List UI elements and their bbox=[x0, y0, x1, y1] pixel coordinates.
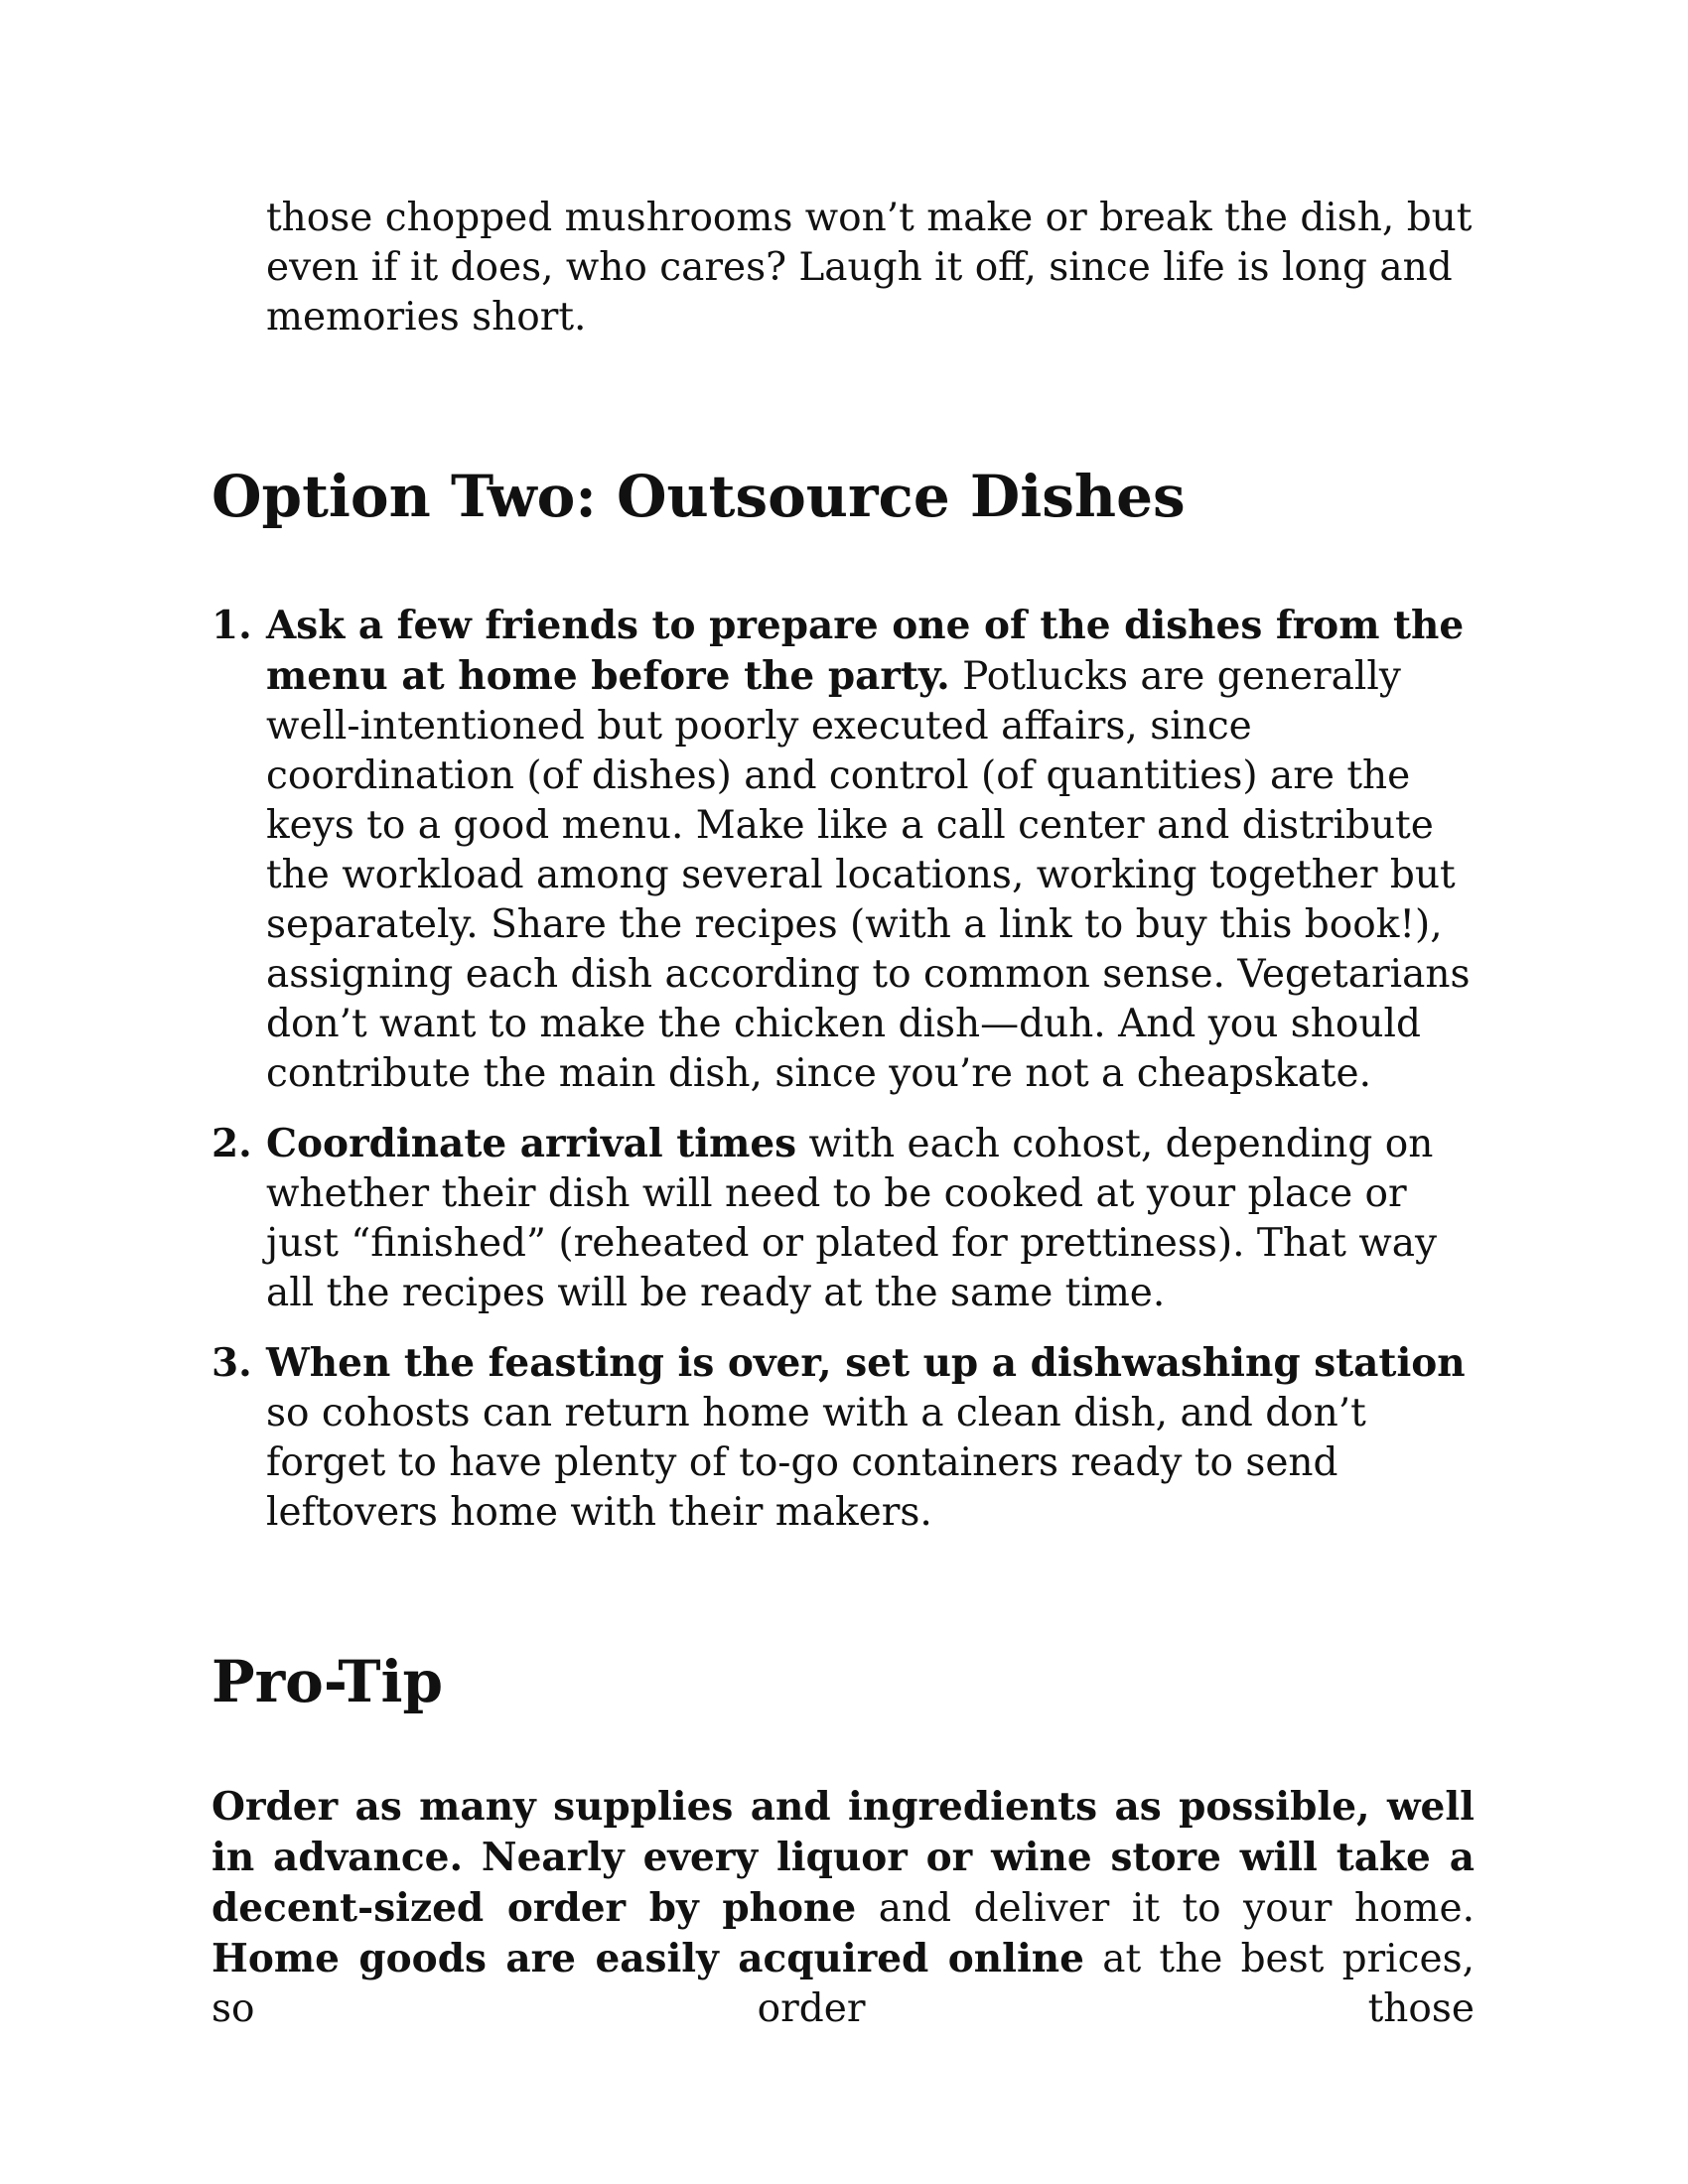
list-item-number: 3. bbox=[211, 1340, 252, 1386]
pro-tip-paragraph bbox=[211, 1782, 1475, 2034]
section-heading-option-two: Option Two: Outsource Dishes bbox=[211, 463, 1186, 530]
list-item-body: Potlucks are generally well-intentioned but poorly executed affairs, since coordination (of dishes) and control (of quantities) are the keys to a good menu. Make like a call center and distribute the workload among several locations, working together but separately. Share the recipes (with a link to buy this book!), assigning each dish according to common sense. Vegetarians don’t want to make the chicken dish—duh. And you should contribute the main dish, since you’re not a cheapskate. bbox=[266, 654, 1471, 1096]
list-item bbox=[211, 1338, 1475, 1538]
list-item-bold-lead: Ask a few friends to prepare one of the dishes from the menu at home before the party. bbox=[266, 603, 1465, 699]
list-item-bold-lead: When the feasting is over, set up a dishwashing station bbox=[266, 1340, 1466, 1386]
pro-tip-bold-1: Order as many supplies and ingredients as possible, well in advance. Nearly every liquor or wine store will take a decent-sized order by phone bbox=[211, 1784, 1475, 1931]
intro-paragraph: those chopped mushrooms won’t make or break the dish, but even if it does, who cares? Laugh it off, since life is long and memories short. bbox=[266, 196, 1473, 340]
section-heading-pro-tip: Pro-Tip bbox=[211, 1648, 444, 1715]
list-item bbox=[211, 1119, 1475, 1318]
pro-tip-text-2: at the best prices, so order those bbox=[211, 1937, 1475, 2031]
steps-list bbox=[211, 601, 1475, 1538]
list-item-body: so cohosts can return home with a clean dish, and don’t forget to have plenty of to-go containers ready to send leftovers home with their makers. bbox=[266, 1391, 1366, 1535]
page-content bbox=[211, 194, 1475, 2034]
pro-tip-text-1: and deliver it to your home. bbox=[856, 1886, 1476, 1931]
list-item-bold-lead: Coordinate arrival times bbox=[266, 1121, 797, 1166]
list-item-body: with each cohost, depending on whether their dish will need to be cooked at your place or just “finished” (reheated or plated for prettiness). That way all the recipes will be ready at the same time. bbox=[266, 1122, 1437, 1315]
list-item bbox=[211, 601, 1475, 1099]
pro-tip-bold-2: Home goods are easily acquired online bbox=[211, 1936, 1084, 1981]
list-item-number: 1. bbox=[211, 603, 252, 648]
list-item-number: 2. bbox=[211, 1121, 252, 1166]
